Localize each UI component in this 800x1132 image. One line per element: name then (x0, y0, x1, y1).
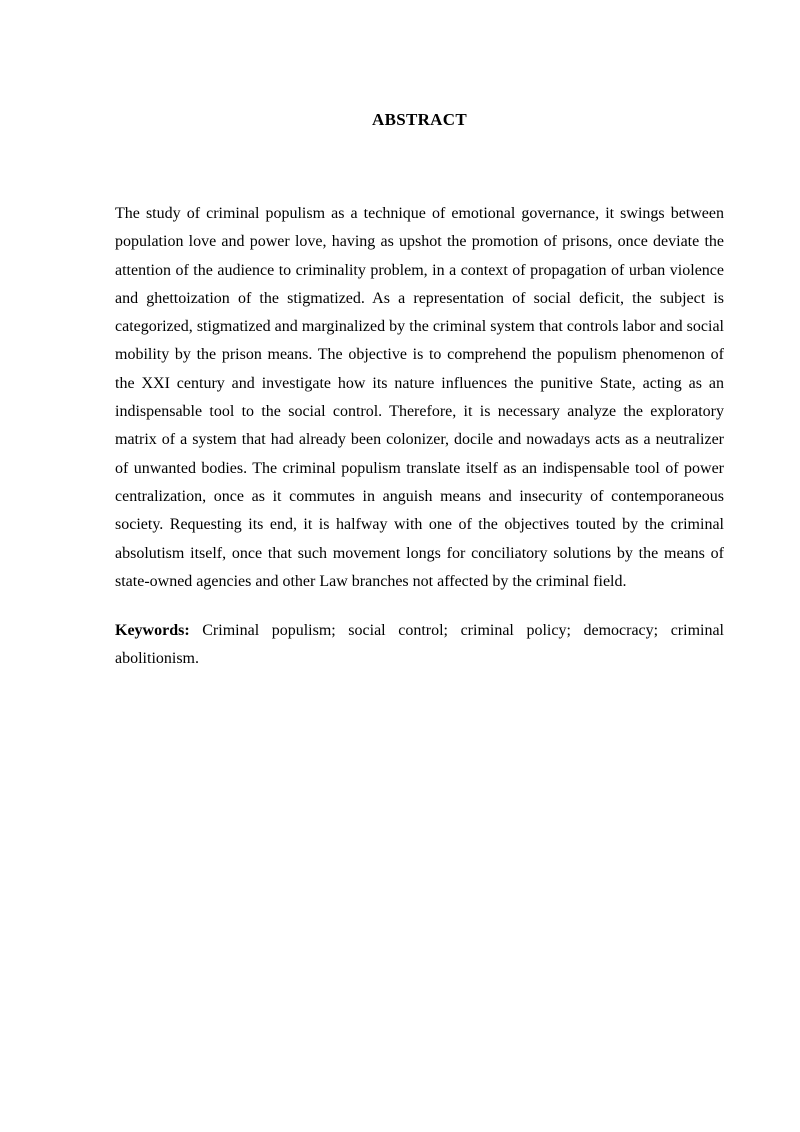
keywords-text: Criminal populism; social control; criminal policy; democracy; criminal abolitionism. (115, 622, 725, 668)
abstract-title: ABSTRACT (372, 110, 467, 129)
abstract-paragraph: The study of criminal populism as a technique of emotional governance, it swings between population love and power love, having as upshot the promotion of prisons, once deviate the attention of the audience to criminality problem, in a context of propagation of urban violence and ghettoization of the stigmatized. As a representation of social deficit, the subject is categorized, stigmatized and marginalized by the criminal system that controls labor and social mobility by the prison means. The objective is to comprehend the populism phenomenon of the XXI century and investigate how its nature influences the punitive State, acting as an indispensable tool to the social control. Therefore, it is necessary analyze the exploratory matrix of a system that had already been colonizer, docile and nowadays acts as a neutralizer of unwanted bodies. The criminal populism translate itself as an indispensable tool of power centralization, once as it commutes in anguish means and insecurity of contemporaneous society. Requesting its end, it is halfway with one of the objectives touted by the criminal absolutism itself, once that such movement longs for conciliatory solutions by the means of state-owned agencies and other Law branches not affected by the criminal field. (115, 205, 724, 590)
keywords-paragraph (115, 617, 724, 674)
keywords-label: Keywords: (115, 622, 190, 640)
